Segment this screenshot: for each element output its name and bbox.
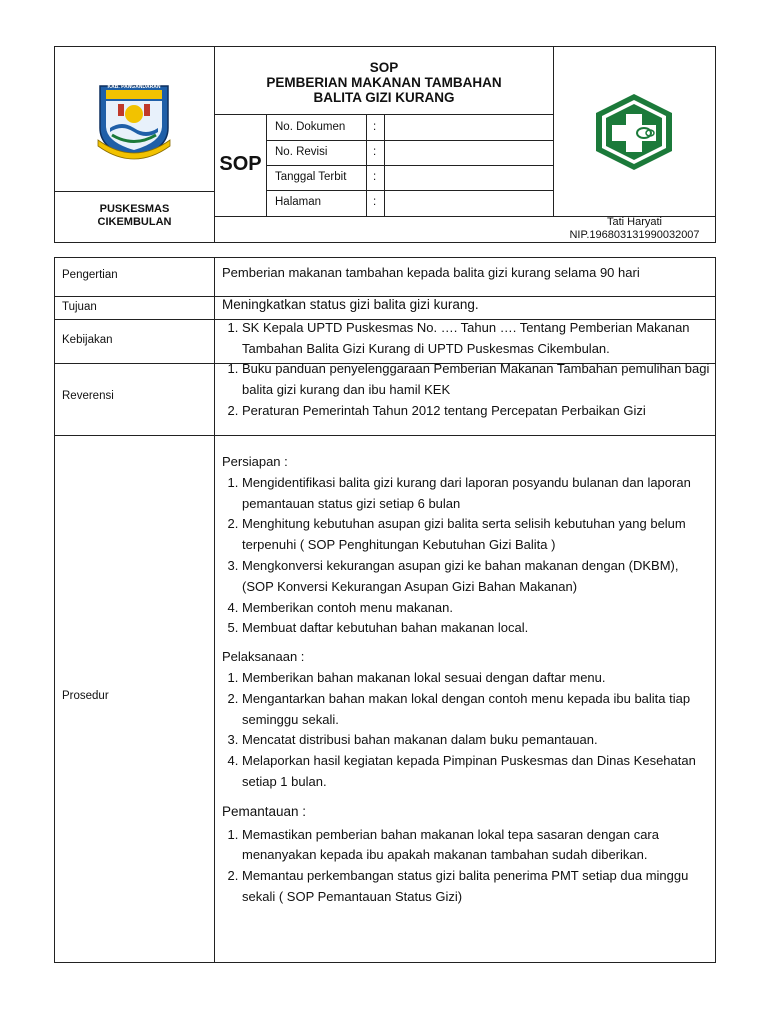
row-label-kebijakan: Kebijakan <box>62 334 113 346</box>
organization-line-1: PUSKESMAS <box>99 203 170 215</box>
pelaksanaan-heading: Pelaksanaan : <box>222 649 305 665</box>
list-item: 3. Mengkonversi kekurangan asupan gizi ke bahan makanan dengan (DKBM), (SOP Konversi Kekurangan Asupan Gizi Bahan Makanan) <box>242 556 712 598</box>
meta-label-no-revisi: No. Revisi <box>275 146 328 158</box>
persiapan-list <box>216 473 712 639</box>
meta-label-no-dokumen: No. Dokumen <box>275 121 346 133</box>
row-label-reverensi: Reverensi <box>62 390 114 402</box>
list-item: 2. Peraturan Pemerintah Tahun 2012 tentang Percepatan Perbaikan Gizi <box>242 401 712 422</box>
list-item: 2. Menghitung kebutuhan asupan gizi balita serta selisih kebutuhan yang belum terpenuhi ( SOP Penghitungan Kebutuhan Gizi Balita ) <box>242 514 712 556</box>
meta-separator: : <box>373 196 377 208</box>
list-item: 1. Memastikan pemberian bahan makanan lokal tepa sasaran dengan cara menanyakan kepada ibu apakah makanan tambahan sudah diberikan. <box>242 825 712 867</box>
meta-separator: : <box>373 146 377 158</box>
pengertian-text: Pemberian makanan tambahan kepada balita gizi kurang selama 90 hari <box>222 265 640 280</box>
reverensi-list <box>216 359 712 421</box>
row-label-tujuan: Tujuan <box>62 301 97 313</box>
reverensi-list-container <box>216 359 712 421</box>
signer-name: Tati Haryati <box>606 216 663 228</box>
list-item: 4. Melaporkan hasil kegiatan kepada Pimpinan Puskesmas dan Dinas Kesehatan setiap 1 bulan. <box>242 751 712 793</box>
row-label-pengertian: Pengertian <box>62 269 118 281</box>
title-line-1: SOP <box>369 60 399 75</box>
meta-separator: : <box>373 171 377 183</box>
emblem-caption: KAB. PANGANDARAN <box>107 84 161 90</box>
title-line-3: BALITA GIZI KURANG <box>313 90 455 105</box>
pelaksanaan-list <box>216 668 712 793</box>
meta-separator: : <box>373 121 377 133</box>
kebijakan-list <box>216 318 712 360</box>
title-line-2: PEMBERIAN MAKANAN TAMBAHAN <box>266 75 502 90</box>
sop-label: SOP <box>219 153 262 175</box>
list-item: 1. Buku panduan penyelenggaraan Pemberian Makanan Tambahan pemulihan bagi balita gizi kurang dan ibu hamil KEK <box>242 359 712 401</box>
list-item: 2. Memantau perkembangan status gizi balita penerima PMT setiap dua minggu sekali ( SOP Pemantauan Status Gizi) <box>242 866 712 908</box>
row-label-prosedur: Prosedur <box>62 690 109 702</box>
list-item: 5. Membuat daftar kebutuhan bahan makanan local. <box>242 618 712 639</box>
organization-name <box>55 203 214 229</box>
meta-label-halaman: Halaman <box>275 196 322 208</box>
list-item: 2. Mengantarkan bahan makan lokal dengan contoh menu kepada ibu balita tiap seminggu sekali. <box>242 689 712 731</box>
list-item: 1. Memberikan bahan makanan lokal sesuai dengan daftar menu. <box>242 668 712 689</box>
pemantauan-heading: Pemantauan : <box>222 803 307 819</box>
prosedur-content <box>216 452 712 908</box>
meta-label-tanggal-terbit: Tanggal Terbit <box>275 171 347 183</box>
list-item: 3. Mencatat distribusi bahan makanan dalam buku pemantauan. <box>242 730 712 751</box>
kebijakan-list-container <box>216 318 712 360</box>
signer-block <box>554 216 715 241</box>
persiapan-heading: Persiapan : <box>222 454 288 469</box>
list-item: 1. Mengidentifikasi balita gizi kurang dari laporan posyandu bulanan dan laporan pemantauan status gizi setiap 6 bulan <box>242 473 712 515</box>
signer-nip: NIP.196803131990032007 <box>569 228 700 241</box>
puskesmas-logo-icon <box>592 92 676 172</box>
document-title <box>215 60 553 105</box>
list-item: 1. SK Kepala UPTD Puskesmas No. …. Tahun …. Tentang Pemberian Makanan Tambahan Balita Gizi Kurang di UPTD Puskesmas Cikembulan. <box>242 318 712 360</box>
list-item: 4. Memberikan contoh menu makanan. <box>242 598 712 619</box>
pemantauan-list <box>216 825 712 908</box>
tujuan-text: Meningkatkan status gizi balita gizi kurang. <box>222 297 479 312</box>
regency-emblem-icon <box>92 80 176 162</box>
organization-line-2: CIKEMBULAN <box>97 216 172 228</box>
